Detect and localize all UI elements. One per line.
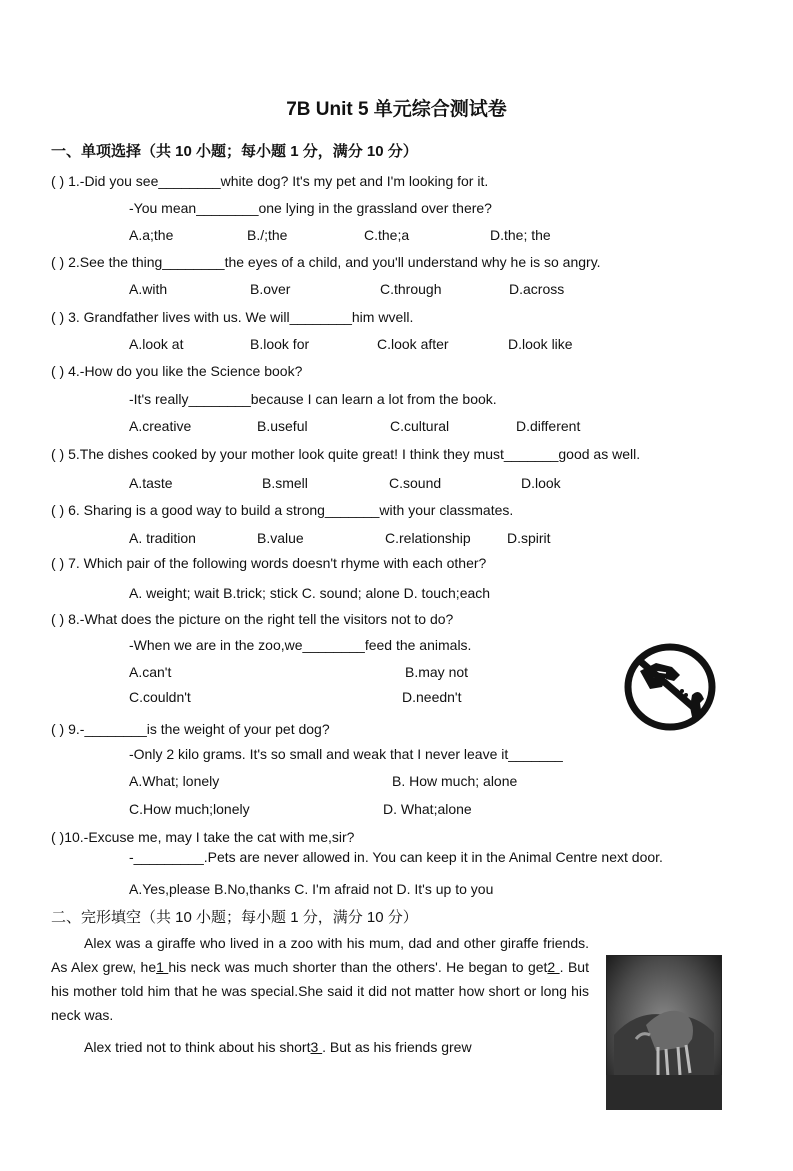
question-10: ( )10.-Excuse me, may I take the cat with me,sir? bbox=[51, 829, 355, 845]
question-9: ( ) 9.-________is the weight of your pet dog? bbox=[51, 721, 330, 737]
cloze-blank-1: 1 bbox=[156, 959, 169, 975]
q3-option-c: C.look after bbox=[377, 336, 449, 352]
section1-heading: 一、单项选择（共 10 小题；每小题 1 分，满分 10 分） bbox=[51, 143, 418, 160]
q3-option-a: A.look at bbox=[129, 336, 184, 352]
q1-option-a: A.a;the bbox=[129, 227, 174, 243]
page-title: 7B Unit 5 单元综合测试卷 bbox=[286, 99, 507, 120]
q4-option-d: D.different bbox=[516, 418, 581, 434]
q4-option-b: B.useful bbox=[257, 418, 308, 434]
q6-option-b: B.value bbox=[257, 530, 304, 546]
question-1: ( ) 1.-Did you see________white dog? It's my pet and I'm looking for it. bbox=[51, 173, 489, 189]
section2-heading: 二、完形填空（共 10 小题；每小题 1 分，满分 10 分） bbox=[51, 909, 418, 926]
q10-options: A.Yes,please B.No,thanks C. I'm afraid not D. It's up to you bbox=[129, 881, 494, 897]
q6-option-c: C.relationship bbox=[385, 530, 471, 546]
cloze-paragraph-1 bbox=[51, 931, 589, 1027]
cloze-paragraph-2 bbox=[51, 1035, 589, 1059]
question-1-reply: -You mean________one lying in the grassland over there? bbox=[129, 200, 492, 216]
cloze-blank-3: 3 bbox=[310, 1039, 323, 1055]
q6-option-a: A. tradition bbox=[129, 530, 196, 546]
q9-option-b: B. How much; alone bbox=[392, 773, 518, 789]
question-9-reply: -Only 2 kilo grams. It's so small and weak that I never leave it_______ bbox=[129, 746, 563, 762]
q8-option-c: C.couldn't bbox=[129, 689, 191, 705]
q5-option-a: A.taste bbox=[129, 475, 173, 491]
question-5: ( ) 5.The dishes cooked by your mother look quite great! I think they must_______good as well. bbox=[51, 446, 641, 462]
q5-option-c: C.sound bbox=[389, 475, 442, 491]
q1-option-b: B./;the bbox=[247, 227, 288, 243]
q8-option-d: D.needn't bbox=[402, 689, 462, 705]
cloze-text: his neck was much shorter than the others'. He began to get bbox=[168, 959, 548, 975]
q2-option-d: D.across bbox=[509, 281, 565, 297]
q2-option-c: C.through bbox=[380, 281, 442, 297]
giraffe-photo bbox=[606, 955, 722, 1110]
question-7: ( ) 7. Which pair of the following words doesn't rhyme with each other? bbox=[51, 555, 487, 571]
cloze-text: . But his mother told him that he was special.She said it did not matter how short or long his neck was. bbox=[51, 959, 589, 1023]
q8-option-b: B.may not bbox=[405, 664, 469, 680]
q2-option-b: B.over bbox=[250, 281, 291, 297]
q4-option-a: A.creative bbox=[129, 418, 192, 434]
q1-option-d: D.the; the bbox=[490, 227, 551, 243]
q1-option-c: C.the;a bbox=[364, 227, 410, 243]
question-3: ( ) 3. Grandfather lives with us. We will________him wvell. bbox=[51, 309, 414, 325]
q9-option-d: D. What;alone bbox=[383, 801, 472, 817]
question-4-reply: -It's really________because I can learn a lot from the book. bbox=[129, 391, 497, 407]
q4-option-c: C.cultural bbox=[390, 418, 450, 434]
cloze-blank-2: 2 bbox=[547, 959, 560, 975]
cloze-text: . But as his friends grew bbox=[322, 1039, 472, 1055]
question-8-reply: -When we are in the zoo,we________feed the animals. bbox=[129, 637, 472, 653]
q6-option-d: D.spirit bbox=[507, 530, 551, 546]
q2-option-a: A.with bbox=[129, 281, 168, 297]
q9-option-c: C.How much;lonely bbox=[129, 801, 250, 817]
q5-option-b: B.smell bbox=[262, 475, 308, 491]
q3-option-d: D.look like bbox=[508, 336, 573, 352]
question-2: ( ) 2.See the thing________the eyes of a child, and you'll understand why he is so angry. bbox=[51, 254, 601, 270]
question-4: ( ) 4.-How do you like the Science book? bbox=[51, 363, 303, 379]
question-8: ( ) 8.-What does the picture on the right tell the visitors not to do? bbox=[51, 611, 454, 627]
cloze-text: Alex tried not to think about his short bbox=[84, 1039, 311, 1055]
q8-option-a: A.can't bbox=[129, 664, 172, 680]
q5-option-d: D.look bbox=[521, 475, 561, 491]
question-6: ( ) 6. Sharing is a good way to build a strong_______with your classmates. bbox=[51, 502, 514, 518]
q7-options: A. weight; wait B.trick; stick C. sound; alone D. touch;each bbox=[129, 585, 491, 601]
cloze-text: Alex was a giraffe who lived in a zoo with his mum, dad and other giraffe friends. As Alex grew, he bbox=[51, 935, 589, 975]
question-10-reply: -_________.Pets are never allowed in. You can keep it in the Animal Centre next door. bbox=[129, 849, 663, 865]
q9-option-a: A.What; lonely bbox=[129, 773, 220, 789]
q3-option-b: B.look for bbox=[250, 336, 310, 352]
no-feeding-sign-icon bbox=[622, 641, 718, 733]
